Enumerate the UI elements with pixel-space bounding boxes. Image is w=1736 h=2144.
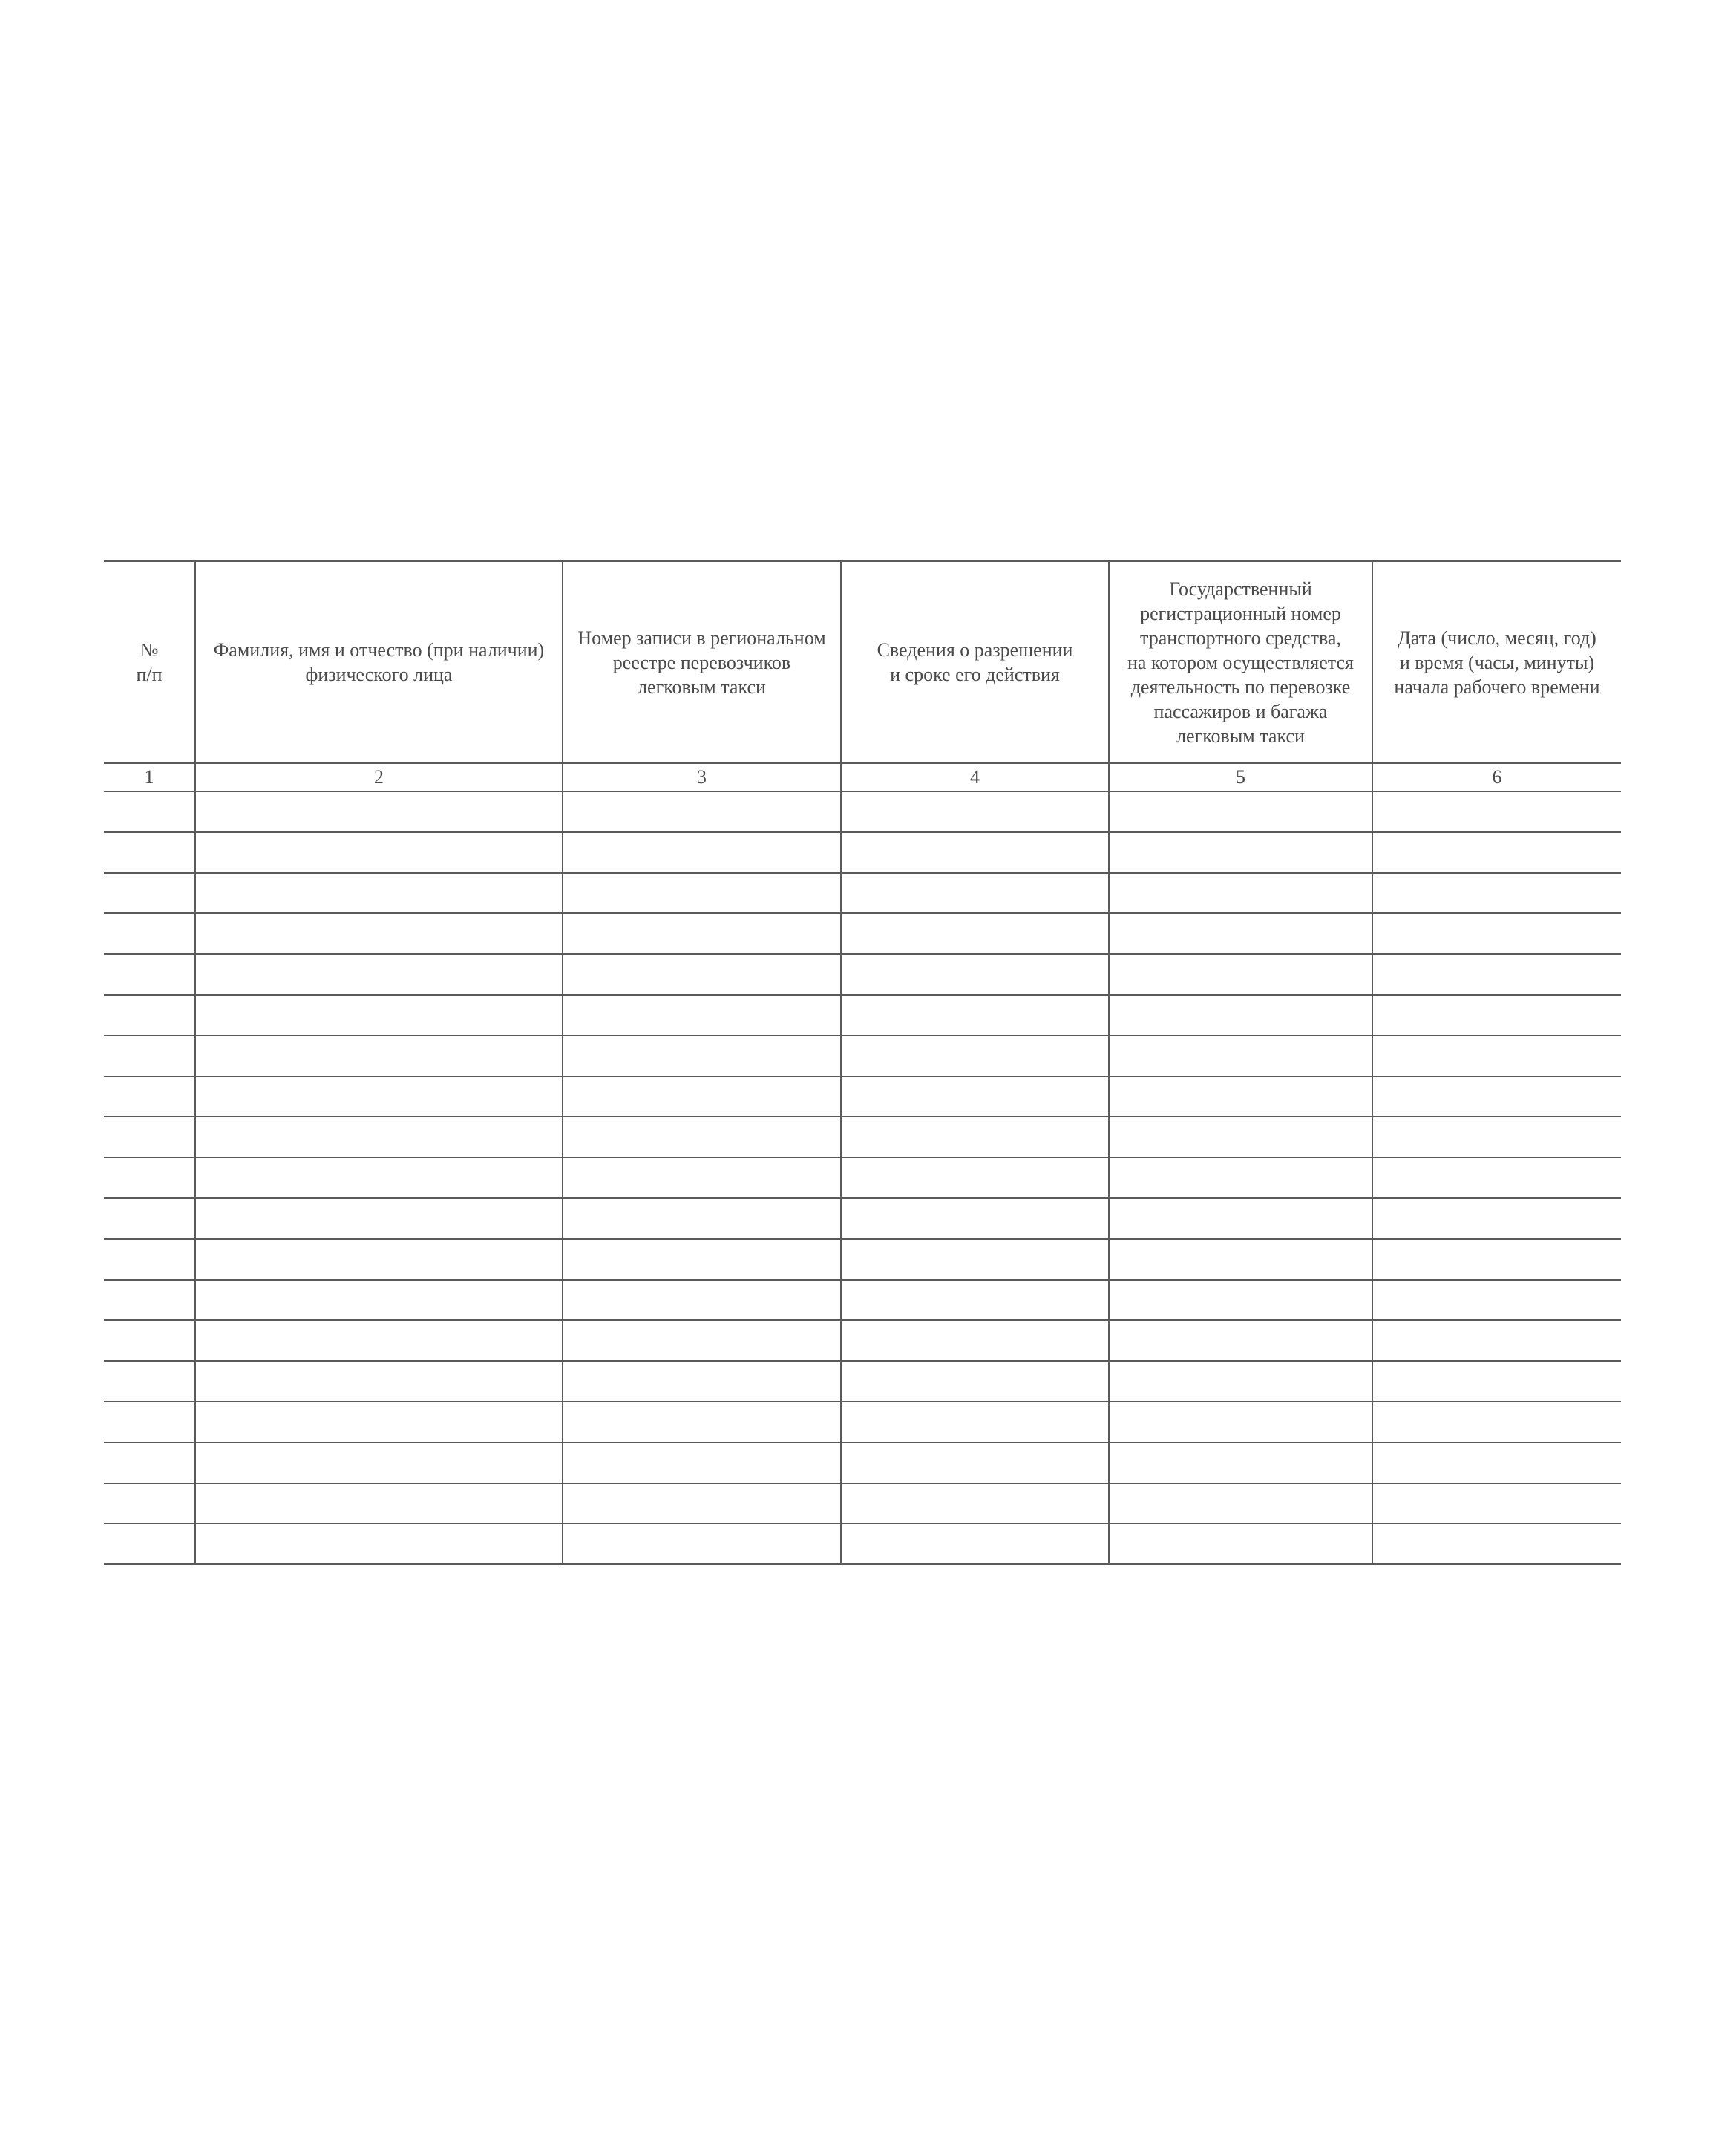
header-row: [104, 561, 1621, 764]
table-row: [104, 995, 1621, 1036]
table-cell: [841, 1320, 1109, 1361]
table-cell: [841, 1157, 1109, 1198]
table-cell: [1372, 1483, 1621, 1524]
journal-sheet: [104, 560, 1621, 1565]
table-cell: [104, 1483, 195, 1524]
table-cell: [1372, 1320, 1621, 1361]
column-number: 1: [104, 763, 195, 791]
table-cell: [1109, 995, 1372, 1036]
table-row: [104, 1280, 1621, 1321]
header-cell-vehicle-plate: [1109, 561, 1372, 764]
table-cell: [1109, 1523, 1372, 1564]
table-cell: [104, 873, 195, 914]
table-cell: [195, 995, 563, 1036]
table-cell: [841, 1483, 1109, 1524]
table-cell: [563, 1036, 841, 1076]
table-cell: [563, 1198, 841, 1239]
table-row: [104, 1076, 1621, 1117]
table-cell: [104, 791, 195, 832]
table-row: [104, 1320, 1621, 1361]
table-cell: [1372, 1280, 1621, 1321]
table-row: [104, 913, 1621, 954]
table-cell: [563, 832, 841, 873]
table-cell: [195, 1442, 563, 1483]
table-cell: [104, 1036, 195, 1076]
table-cell: [195, 913, 563, 954]
column-number: 2: [195, 763, 563, 791]
table-cell: [1109, 1320, 1372, 1361]
table-cell: [195, 1523, 563, 1564]
table-cell: [104, 1442, 195, 1483]
table-cell: [1372, 1402, 1621, 1442]
column-number: 5: [1109, 763, 1372, 791]
table-cell: [104, 1198, 195, 1239]
table-cell: [104, 1239, 195, 1280]
table-cell: [1372, 1239, 1621, 1280]
table-cell: [841, 1361, 1109, 1402]
table-cell: [563, 1361, 841, 1402]
table-cell: [1372, 995, 1621, 1036]
table-cell: [1109, 1117, 1372, 1157]
table-row: [104, 1157, 1621, 1198]
table-cell: [563, 791, 841, 832]
table-cell: [1372, 1117, 1621, 1157]
table-cell: [1372, 1198, 1621, 1239]
table-cell: [104, 1402, 195, 1442]
table-cell: [563, 1442, 841, 1483]
table-cell: [563, 1402, 841, 1442]
table-row: [104, 873, 1621, 914]
table-cell: [1109, 832, 1372, 873]
header-cell-permit-info: [841, 561, 1109, 764]
table-cell: [195, 1402, 563, 1442]
table-cell: [563, 873, 841, 914]
table-cell: [841, 1239, 1109, 1280]
table-cell: [563, 1320, 841, 1361]
table-row: [104, 1361, 1621, 1402]
column-number: 3: [563, 763, 841, 791]
table-cell: [841, 1280, 1109, 1321]
table-row: [104, 1442, 1621, 1483]
table-cell: [104, 832, 195, 873]
table-row: [104, 1483, 1621, 1524]
table-cell: [563, 1483, 841, 1524]
table-cell: [1109, 1157, 1372, 1198]
table-cell: [104, 1076, 195, 1117]
header-cell-start-datetime: [1372, 561, 1621, 764]
table-cell: [195, 1117, 563, 1157]
header-vehicle-plate-label: Государственный регистрационный номер транспортного средства, на котором осуществляется деятельность по перевозке пассажиров и багажа легковым такси: [1127, 578, 1354, 747]
table-cell: [563, 1280, 841, 1321]
header-cell-row-number: [104, 561, 195, 764]
table-cell: [1372, 873, 1621, 914]
table-row: [104, 1117, 1621, 1157]
header-full-name-label: Фамилия, имя и отчество (при наличии) физического лица: [213, 639, 545, 685]
table-cell: [104, 1361, 195, 1402]
table-cell: [841, 913, 1109, 954]
table-cell: [1372, 791, 1621, 832]
table-cell: [841, 1076, 1109, 1117]
table-cell: [563, 1076, 841, 1117]
header-cell-full-name: [195, 561, 563, 764]
table-cell: [104, 1280, 195, 1321]
table-row: [104, 791, 1621, 832]
table-cell: [195, 1036, 563, 1076]
table-cell: [1109, 1442, 1372, 1483]
table-cell: [841, 832, 1109, 873]
table-cell: [1372, 1442, 1621, 1483]
table-row: [104, 1402, 1621, 1442]
table-cell: [841, 1402, 1109, 1442]
header-start-datetime-label: Дата (число, месяц, год) и время (часы, минуты) начала рабочего времени: [1394, 627, 1600, 698]
table-cell: [195, 1280, 563, 1321]
table-cell: [1372, 1036, 1621, 1076]
header-registry-record-label: Номер записи в региональном реестре перевозчиков легковым такси: [577, 627, 826, 698]
table-cell: [1372, 832, 1621, 873]
table-cell: [841, 1036, 1109, 1076]
table-cell: [841, 954, 1109, 995]
table-cell: [104, 1157, 195, 1198]
table-cell: [1109, 954, 1372, 995]
table-cell: [195, 1198, 563, 1239]
table-cell: [195, 954, 563, 995]
table-cell: [1109, 791, 1372, 832]
table-cell: [104, 995, 195, 1036]
table-cell: [1372, 1157, 1621, 1198]
table-cell: [195, 1076, 563, 1117]
table-cell: [195, 832, 563, 873]
table-row: [104, 1036, 1621, 1076]
table-cell: [195, 1157, 563, 1198]
table-row: [104, 1198, 1621, 1239]
table-cell: [1109, 1483, 1372, 1524]
table-cell: [104, 1523, 195, 1564]
table-cell: [1372, 1361, 1621, 1402]
table-cell: [1372, 954, 1621, 995]
column-number: 6: [1372, 763, 1621, 791]
table-row: [104, 832, 1621, 873]
table-cell: [1109, 913, 1372, 954]
table-row: [104, 954, 1621, 995]
table-cell: [104, 954, 195, 995]
table-cell: [563, 1157, 841, 1198]
journal-table: [104, 560, 1621, 1565]
header-row-number-label: № п/п: [136, 639, 163, 685]
table-cell: [841, 791, 1109, 832]
table-cell: [563, 1117, 841, 1157]
table-cell: [104, 1320, 195, 1361]
table-cell: [195, 791, 563, 832]
table-cell: [1372, 1076, 1621, 1117]
table-row: [104, 1239, 1621, 1280]
table-cell: [841, 1442, 1109, 1483]
table-cell: [195, 1239, 563, 1280]
table-cell: [195, 1320, 563, 1361]
column-number-row: [104, 763, 1621, 791]
table-cell: [1372, 1523, 1621, 1564]
table-cell: [1109, 1239, 1372, 1280]
table-cell: [841, 873, 1109, 914]
table-cell: [1109, 1076, 1372, 1117]
header-permit-info-label: Сведения о разрешении и сроке его действия: [877, 639, 1073, 685]
table-cell: [195, 1483, 563, 1524]
table-cell: [1109, 1198, 1372, 1239]
table-row: [104, 1523, 1621, 1564]
table-cell: [563, 1523, 841, 1564]
table-cell: [104, 913, 195, 954]
table-cell: [104, 1117, 195, 1157]
table-cell: [195, 873, 563, 914]
table-cell: [841, 995, 1109, 1036]
table-cell: [563, 954, 841, 995]
table-cell: [563, 913, 841, 954]
table-cell: [841, 1198, 1109, 1239]
table-cell: [563, 1239, 841, 1280]
table-cell: [841, 1523, 1109, 1564]
header-cell-registry-record: [563, 561, 841, 764]
table-cell: [1109, 1402, 1372, 1442]
table-cell: [1109, 1280, 1372, 1321]
table-cell: [1109, 1361, 1372, 1402]
table-cell: [1109, 1036, 1372, 1076]
table-cell: [563, 995, 841, 1036]
table-cell: [841, 1117, 1109, 1157]
column-number: 4: [841, 763, 1109, 791]
table-cell: [1372, 913, 1621, 954]
table-cell: [195, 1361, 563, 1402]
table-cell: [1109, 873, 1372, 914]
